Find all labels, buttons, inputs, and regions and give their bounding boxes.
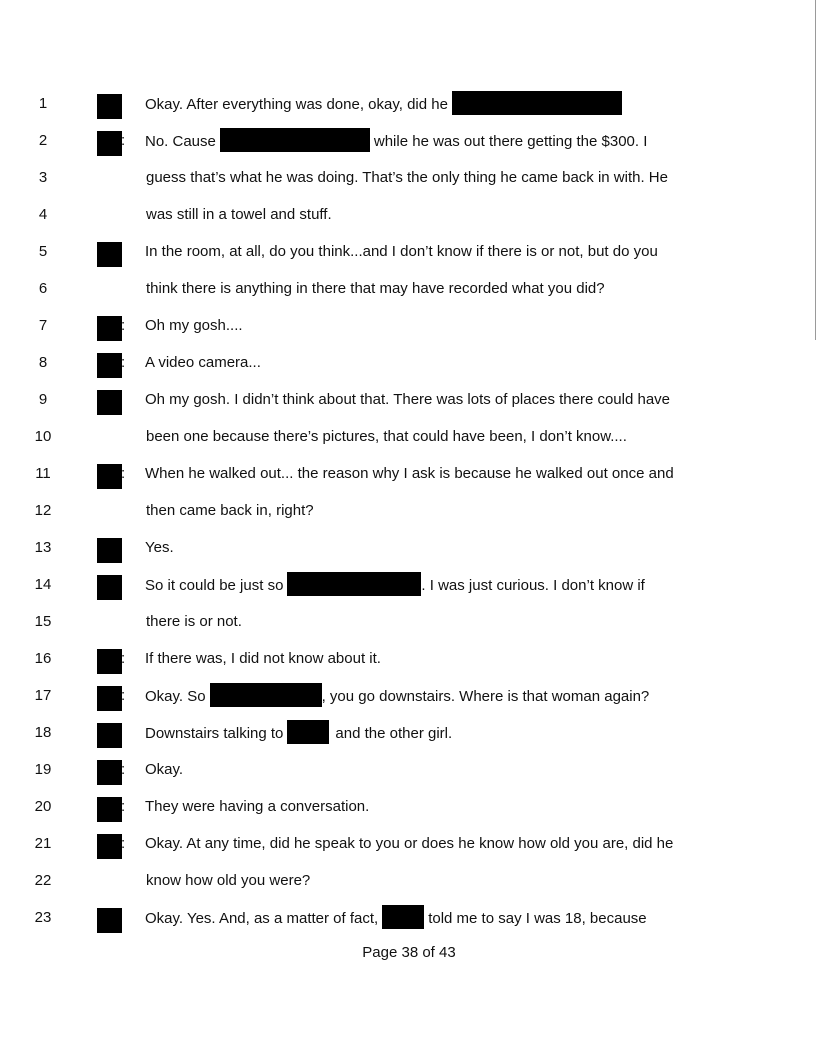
line-number: 23: [34, 909, 52, 926]
text-segment: No. Cause: [145, 133, 216, 150]
transcript-text: If there was, I did not know about it.: [145, 650, 381, 667]
transcript-line-15: [0, 609, 818, 635]
transcript-line-12: [0, 498, 818, 524]
line-number: 3: [38, 169, 48, 186]
transcript-line-16: [0, 646, 818, 672]
redacted-speaker: [97, 797, 122, 822]
redaction-box: [287, 720, 329, 744]
transcript-line-5: [0, 239, 818, 265]
text-segment: So it could be just so: [145, 577, 284, 594]
line-number: 2: [38, 132, 48, 149]
transcript-text: Okay.: [145, 761, 184, 778]
redacted-speaker: [97, 242, 122, 267]
redaction-box: [210, 683, 322, 707]
text-segment: while he was out there getting the $300. I: [373, 133, 648, 150]
transcript-text: [145, 683, 649, 710]
transcript-text: In the room, at all, do you think...and I don’t know if there is or not, but do you: [145, 243, 658, 260]
line-number: 4: [38, 206, 48, 223]
page-footer: Page 38 of 43: [362, 944, 456, 961]
redaction-box: [287, 572, 421, 596]
transcript-line-7: [0, 313, 818, 339]
transcript-text: A video camera...: [145, 354, 261, 371]
redacted-speaker: [97, 834, 122, 859]
text-segment: Okay. After everything was done, okay, did he: [145, 96, 448, 113]
transcript-text: been one because there’s pictures, that could have been, I don’t know....: [146, 428, 627, 445]
transcript-text: [145, 128, 647, 155]
transcript-text: [145, 905, 647, 932]
line-number: 20: [34, 798, 52, 815]
transcript-line-4: [0, 202, 818, 228]
speaker-colon: :: [121, 354, 126, 371]
transcript-line-2: [0, 128, 818, 154]
text-segment: Okay. Yes. And, as a matter of fact,: [145, 910, 379, 927]
transcript-line-20: [0, 794, 818, 820]
transcript-line-17: [0, 683, 818, 709]
text-segment: , you go downstairs. Where is that woman again?: [321, 688, 650, 705]
line-number: 5: [38, 243, 48, 260]
line-number: 15: [34, 613, 52, 630]
speaker-colon: :: [121, 465, 126, 482]
speaker-colon: :: [121, 835, 126, 852]
transcript-line-19: [0, 757, 818, 783]
transcript-text: know how old you were?: [146, 872, 311, 889]
speaker-colon: :: [121, 798, 126, 815]
redacted-speaker: [97, 723, 122, 748]
redacted-speaker: [97, 131, 122, 156]
redaction-box: [220, 128, 370, 152]
line-number: 7: [38, 317, 48, 334]
speaker-colon: :: [121, 317, 126, 334]
text-segment: . I was just curious. I don’t know if: [421, 577, 645, 594]
redacted-speaker: [97, 390, 122, 415]
redaction-box: [452, 91, 622, 115]
line-number: 1: [38, 95, 48, 112]
transcript-line-1: [0, 91, 818, 117]
line-number: 16: [34, 650, 52, 667]
line-number: 9: [38, 391, 48, 408]
line-number: 21: [34, 835, 52, 852]
text-segment: Okay. So: [145, 688, 206, 705]
transcript-text: Oh my gosh. I didn’t think about that. There was lots of places there could have: [145, 391, 671, 408]
line-number: 22: [34, 872, 52, 889]
transcript-line-21: [0, 831, 818, 857]
transcript-text: Okay. At any time, did he speak to you or does he know how old you are, did he: [145, 835, 674, 852]
redacted-speaker: [97, 353, 122, 378]
transcript-line-23: [0, 905, 818, 931]
transcript-text: there is or not.: [146, 613, 242, 630]
transcript-line-9: [0, 387, 818, 413]
line-number: 18: [34, 724, 52, 741]
redacted-speaker: [97, 649, 122, 674]
transcript-line-13: [0, 535, 818, 561]
transcript-text: guess that’s what he was doing. That’s the only thing he came back in with. He: [146, 169, 668, 186]
redacted-speaker: [97, 316, 122, 341]
transcript-text: was still in a towel and stuff.: [146, 206, 332, 223]
text-segment: and the other girl.: [335, 725, 453, 742]
redacted-speaker: [97, 464, 122, 489]
line-number: 13: [34, 539, 52, 556]
text-segment: Downstairs talking to: [145, 725, 284, 742]
redacted-speaker: [97, 538, 122, 563]
redacted-speaker: [97, 94, 122, 119]
transcript-text: [145, 572, 645, 599]
line-number: 10: [34, 428, 52, 445]
redacted-speaker: [97, 760, 122, 785]
line-number: 8: [38, 354, 48, 371]
speaker-colon: :: [121, 650, 126, 667]
redacted-speaker: [97, 908, 122, 933]
transcript-text: [145, 91, 622, 118]
redacted-speaker: [97, 575, 122, 600]
line-number: 6: [38, 280, 48, 297]
transcript-line-6: [0, 276, 818, 302]
transcript-line-3: [0, 165, 818, 191]
line-number: 19: [34, 761, 52, 778]
transcript-text: Oh my gosh....: [145, 317, 243, 334]
transcript-line-18: [0, 720, 818, 746]
transcript-line-11: [0, 461, 818, 487]
transcript-line-10: [0, 424, 818, 450]
line-number: 14: [34, 576, 52, 593]
speaker-colon: :: [121, 761, 126, 778]
speaker-colon: :: [121, 132, 126, 149]
redaction-box: [382, 905, 424, 929]
transcript-line-8: [0, 350, 818, 376]
transcript-text: then came back in, right?: [146, 502, 314, 519]
transcript-text: When he walked out... the reason why I ask is because he walked out once and: [145, 465, 674, 482]
text-segment: told me to say I was 18, because: [428, 910, 647, 927]
transcript-text: [145, 720, 452, 747]
transcript-text: Yes.: [145, 539, 174, 556]
transcript-text: think there is anything in there that may have recorded what you did?: [146, 280, 605, 297]
line-number: 12: [34, 502, 52, 519]
transcript-line-14: [0, 572, 818, 598]
redacted-speaker: [97, 686, 122, 711]
speaker-colon: :: [121, 687, 126, 704]
transcript-line-22: [0, 868, 818, 894]
line-number: 11: [35, 465, 51, 482]
line-number: 17: [34, 687, 52, 704]
transcript-text: They were having a conversation.: [145, 798, 370, 815]
